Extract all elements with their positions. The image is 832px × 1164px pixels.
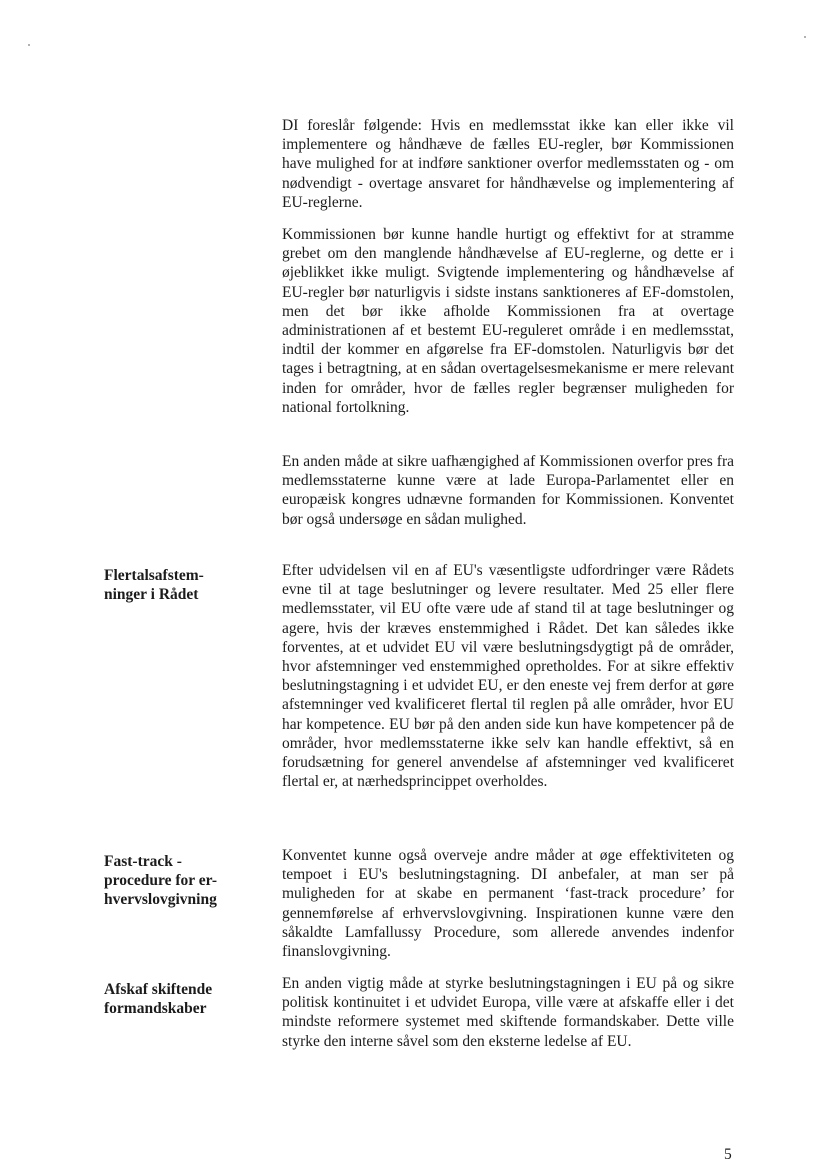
side-heading-line: Flertalsafstem- — [104, 567, 204, 584]
side-heading-fast-track — [104, 852, 264, 910]
side-heading-line: Fast-track - — [104, 853, 182, 870]
side-heading-line: hvervslovgivning — [104, 891, 217, 909]
side-heading-line: ninger i Rådet — [104, 586, 199, 604]
side-heading-line: Afskaf skiftende — [104, 981, 213, 998]
side-heading-line: formandskaber — [104, 1000, 207, 1018]
scan-speck — [804, 36, 806, 38]
side-heading-line: procedure for er- — [104, 872, 218, 890]
side-heading-majority-voting — [104, 566, 264, 604]
paragraph-commission-enforcement: Kommissionen bør kunne handle hurtigt og effektivt for at stramme grebet om den manglende håndhævelse af EU-reglerne, og dette er i øjeblikket ikke muligt. Svigtende implementering og håndhævelse af EU-regler bør naturligvis i sidste instans sanktioneres af EF-domstolen, men det bør ikke afholde Kommissionen fra at overtage administrationen af et bestemt EU-reguleret område i en medlemsstat, indtil der kommer en afgørelse fra EF-domstolen. Naturligvis bør det tages i betragtning, at en sådan overtagelsesmekanisme er mere relevant inden for områder, hvor de fælles regler begrænser muligheden for national fortolkning. — [282, 226, 734, 416]
paragraph-presidencies: En anden vigtig måde at styrke beslutningstagningen i EU på og sikre politisk kontinuitet i et udvidet Europa, ville være at afskaffe eller i det mindste reformere systemet med skiftende formandskaber. Dette ville styrke den interne såvel som den eksterne ledelse af EU. — [282, 975, 734, 1050]
page-number: 5 — [724, 1146, 732, 1163]
side-heading-presidencies — [104, 980, 264, 1018]
paragraph-commission-independence: En anden måde at sikre uafhængighed af Kommissionen overfor pres fra medlemsstaterne kunne være at lade Europa-Parlamentet eller en europæisk kongres udnævne formanden for Kommissionen. Konventet bør også undersøge en sådan mulighed. — [282, 453, 734, 528]
paragraph-majority-voting: Efter udvidelsen vil en af EU's væsentligste udfordringer være Rådets evne til at tage beslutninger og levere resultater. Med 25 eller flere medlemsstater, vil EU ofte være ude af stand til at tage beslutninger og agere, hvis der kræves enstemmighed i Rådet. Det kan således ikke forventes, at et udvidet EU vil være beslutningsdygtigt på de områder, hvor afstemninger ved enstemmighed opretholdes. For at sikre effektiv beslutningstagning i et udvidet EU, er den eneste vej frem derfor at gøre afstemninger ved kvalificeret flertal til reglen på alle områder, hvor EU har kompetence. EU bør på den anden side kun have kompetencer på de områder, hvor medlemsstaterne ikke selv kan handle effektivt, så en forudsætning for generel anvendelse af afstemninger ved kvalificeret flertal er, at nærhedsprincippet overholdes. — [282, 562, 734, 791]
paragraph-di-proposal: DI foreslår følgende: Hvis en medlemsstat ikke kan eller ikke vil implementere og håndhæve de fælles EU-regler, bør Kommissionen have mulighed for at indføre sanktioner overfor medlemsstaten og - om nødvendigt - overtage ansvaret for håndhævelse og implementering af EU-reglerne. — [282, 117, 734, 211]
paragraph-fast-track: Konventet kunne også overveje andre måder at øge effektiviteten og tempoet i EU's beslutningstagning. DI anbefaler, at man ser på muligheden for at skabe en permanent ‘fast-track procedure’ for gennemførelse af erhvervslovgivning. Inspirationen kunne være den såkaldte Lamfallussy Procedure, som allerede anvendes indenfor finanslovgivning. — [282, 847, 734, 961]
scan-speck — [28, 44, 30, 46]
